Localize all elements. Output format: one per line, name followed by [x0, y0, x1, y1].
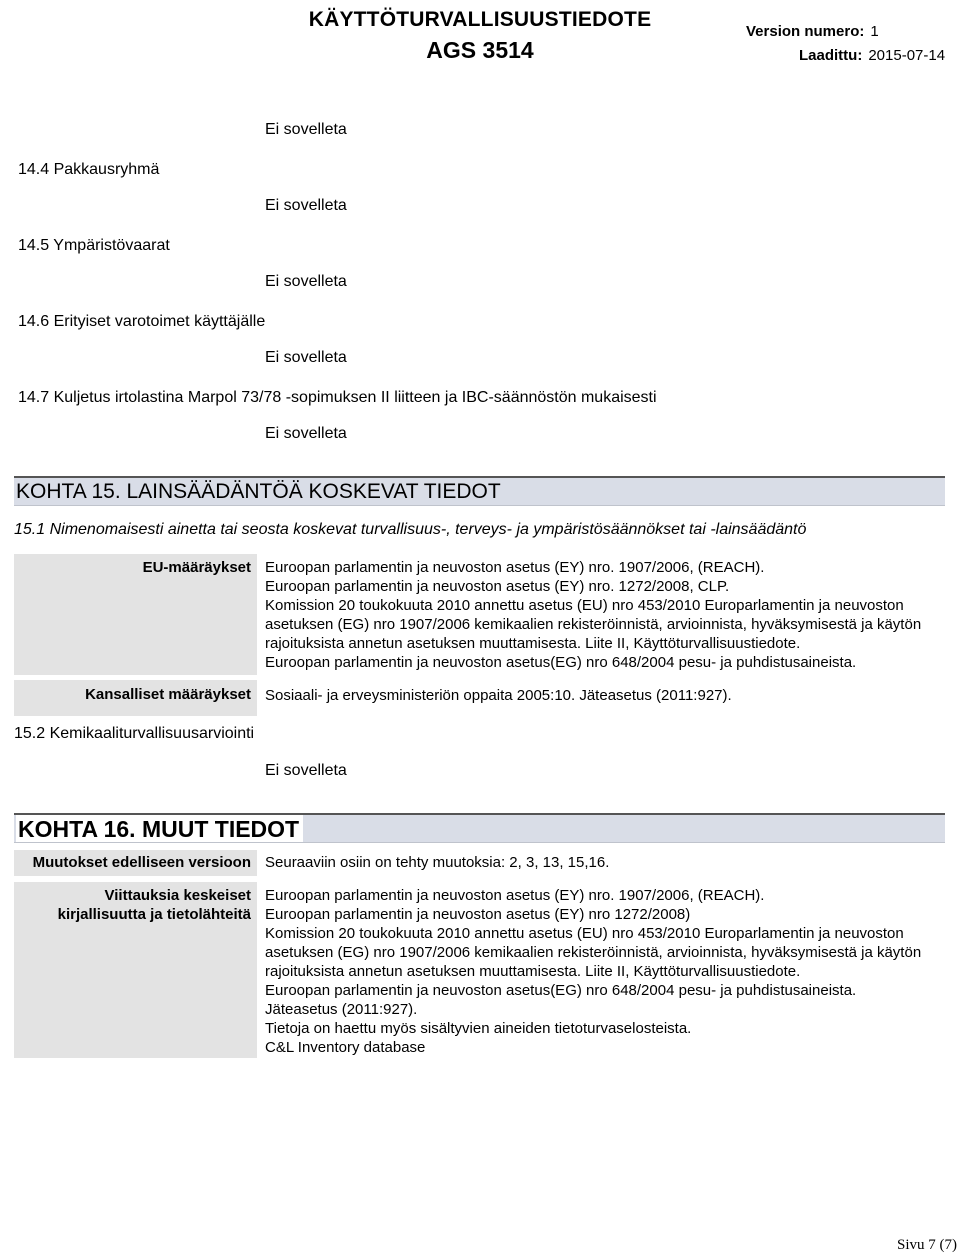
national-regulations-label: Kansalliset määräykset	[14, 680, 257, 716]
not-applicable-14-4: Ei sovelleta	[265, 197, 347, 214]
reference-line: Jäteasetus (2011:927).	[265, 1001, 418, 1018]
reference-line: Euroopan parlamentin ja neuvoston asetus (EY) nro 1272/2008)	[265, 906, 691, 923]
not-applicable-14-5: Ei sovelleta	[265, 273, 347, 290]
eu-regulation-line: Komission 20 toukokuuta 2010 annettu asetus (EU) nro 453/2010 Europarlamentin ja neuvoston	[265, 597, 904, 614]
section-14-4-title: 14.4 Pakkausryhmä	[18, 161, 160, 178]
references-list	[265, 886, 921, 1057]
document-title: KÄYTTÖTURVALLISUUSTIEDOTE	[308, 8, 652, 31]
date-value: 2015-07-14	[868, 47, 946, 64]
section-15-2-title: 15.2 Kemikaaliturvallisuusarviointi	[14, 725, 255, 742]
section-16-heading-text: KOHTA 16. MUUT TIEDOT	[16, 815, 303, 842]
references-label-line-2: kirjallisuutta ja tietolähteitä	[57, 906, 251, 923]
section-15-2-value: Ei sovelleta	[265, 762, 347, 779]
reference-line: Komission 20 toukokuuta 2010 annettu asetus (EU) nro 453/2010 Europarlamentin ja neuvoston	[265, 925, 904, 942]
eu-regulation-line: rajoituksista annetun asetuksen muuttamisesta. Liite II, Käyttöturvallisuustiedote.	[265, 635, 801, 652]
changes-label: Muutokset edelliseen versioon	[14, 850, 257, 876]
version-label: Version numero:	[746, 23, 865, 40]
version-info	[746, 23, 879, 40]
date-info	[799, 47, 945, 64]
version-value: 1	[870, 23, 879, 40]
eu-regulation-line: Euroopan parlamentin ja neuvoston asetus (EY) nro. 1272/2008, CLP.	[265, 578, 730, 595]
eu-regulations-list	[265, 558, 921, 672]
not-applicable-14-6: Ei sovelleta	[265, 349, 347, 366]
section-14-7-title: 14.7 Kuljetus irtolastina Marpol 73/78 -sopimuksen II liitteen ja IBC-säännöstön mukaisesti	[18, 389, 657, 406]
section-16-heading	[14, 813, 945, 843]
page-number: Sivu 7 (7)	[897, 1237, 957, 1253]
reference-line: Euroopan parlamentin ja neuvoston asetus (EY) nro. 1907/2006, (REACH).	[265, 887, 765, 904]
product-name: AGS 3514	[426, 37, 534, 63]
reference-line: C&L Inventory database	[265, 1039, 426, 1056]
references-label-line-1: Viittauksia keskeiset	[104, 887, 251, 904]
reference-line: Tietoja on haettu myös sisältyvien aineiden tietoturvaselosteista.	[265, 1020, 692, 1037]
reference-line: asetuksen (EG) nro 1907/2006 kemikaalien rekisteröinnistä, arvioinnista, hyväksymisestä ja käytön	[265, 944, 922, 961]
section-15-heading: KOHTA 15. LAINSÄÄDÄNTÖÄ KOSKEVAT TIEDOT	[14, 476, 945, 506]
eu-regulation-line: asetuksen (EG) nro 1907/2006 kemikaalien rekisteröinnistä, arvioinnista, hyväksymisestä ja käytön	[265, 616, 922, 633]
not-applicable-14-7: Ei sovelleta	[265, 425, 347, 442]
eu-regulation-line: Euroopan parlamentin ja neuvoston asetus(EG) nro 648/2004 pesu- ja puhdistusaineista.	[265, 654, 857, 671]
not-applicable-14-3: Ei sovelleta	[265, 121, 347, 138]
section-14-5-title: 14.5 Ympäristövaarat	[18, 237, 170, 254]
reference-line: Euroopan parlamentin ja neuvoston asetus(EG) nro 648/2004 pesu- ja puhdistusaineista.	[265, 982, 857, 999]
date-label: Laadittu:	[799, 47, 863, 64]
reference-line: rajoituksista annetun asetuksen muuttamisesta. Liite II, Käyttöturvallisuustiedote.	[265, 963, 801, 980]
eu-regulations-label: EU-määräykset	[14, 554, 257, 675]
eu-regulation-line: Euroopan parlamentin ja neuvoston asetus (EY) nro. 1907/2006, (REACH).	[265, 559, 765, 576]
section-14-6-title: 14.6 Erityiset varotoimet käyttäjälle	[18, 313, 266, 330]
section-15-1-title: 15.1 Nimenomaisesti ainetta tai seosta koskevat turvallisuus-, terveys- ja ympäristösäännökset tai -lainsäädäntö	[14, 521, 807, 538]
national-regulations-value: Sosiaali- ja erveysministeriön oppaita 2005:10. Jäteasetus (2011:927).	[265, 687, 732, 704]
changes-value: Seuraaviin osiin on tehty muutoksia: 2, 3, 13, 15,16.	[265, 854, 610, 871]
references-label	[14, 882, 257, 1058]
